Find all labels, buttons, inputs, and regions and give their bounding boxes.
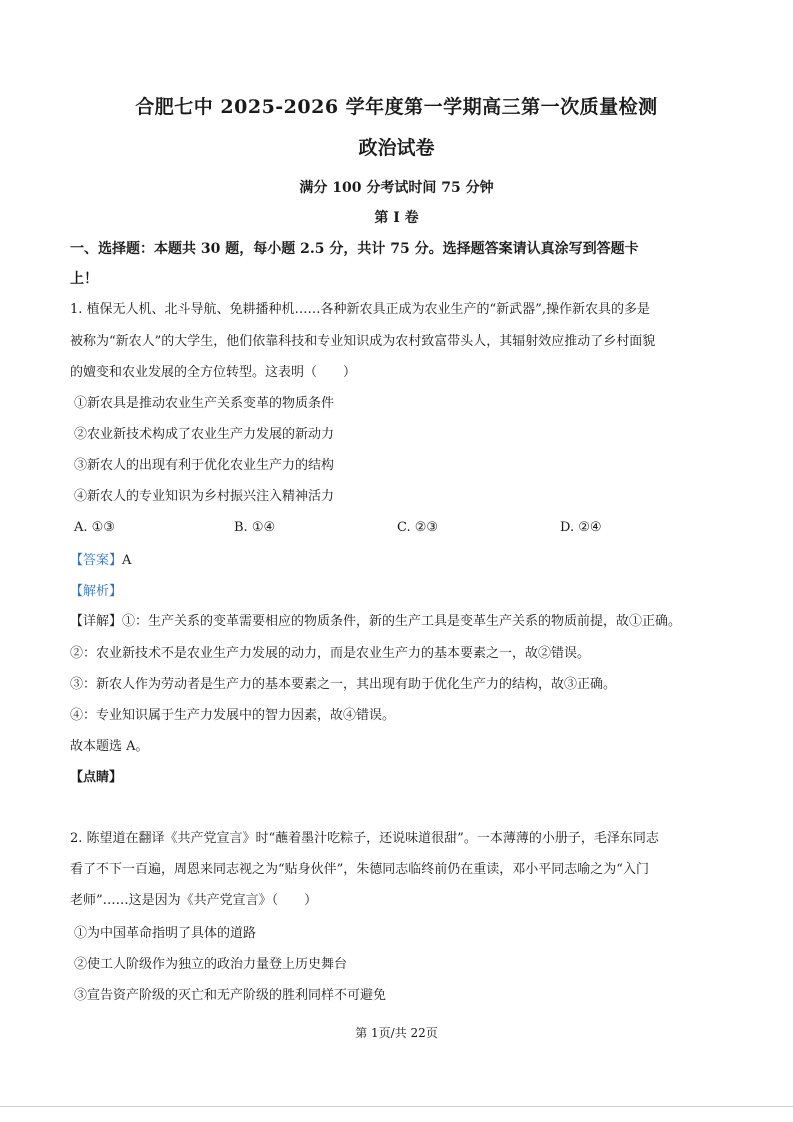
q2-stem-line: 看了不下一百遍，周恩来同志视之为“贴身伙伴”，朱德同志临终前仍在重读，邓小平同志喻之为“入门 xyxy=(70,862,649,877)
answer-tag: 【答案】 xyxy=(70,553,123,568)
q1-statement: ②农业新技术构成了农业生产力发展的新动力 xyxy=(74,427,335,442)
q1-answer xyxy=(70,551,131,571)
q1-analysis xyxy=(70,582,122,602)
q1-options xyxy=(74,520,734,540)
answer-value: A xyxy=(122,553,132,568)
q1-statement: ③新农人的出现有利于优化农业生产力的结构 xyxy=(74,458,335,473)
q1-statement: ①新农具是推动农业生产关系变革的物质条件 xyxy=(74,396,335,411)
detail-text: ①：生产关系的变革需要相应的物质条件，新的生产工具是变革生产关系的物质前提，故①正确。 xyxy=(122,614,682,629)
exam-subject: 政治试卷 xyxy=(358,137,435,159)
q1-option-b: B. ①④ xyxy=(234,520,276,535)
q2-stem-line: 2. 陈望道在翻译《共产党宣言》时“蘸着墨汁吃粽子，还说味道很甜”。一本薄薄的小册子，毛泽东同志 xyxy=(70,831,659,846)
q1-detail-line xyxy=(70,612,681,632)
q1-detail-line: 故本题选 A。 xyxy=(70,739,149,754)
q1-stem-line: 1. 植保无人机、北斗导航、免耕播种机……各种新农具正成为农业生产的“新武器”,操作新农具的多是 xyxy=(70,302,650,317)
page-number: 第 1页/共 22页 xyxy=(355,1026,438,1040)
q1-detail-line: ②：农业新技术不是农业生产力发展的动力，而是农业生产力的基本要素之一，故②错误。 xyxy=(70,646,591,661)
q2-stem-line: 老师”……这是因为《共产党宣言》（ ） xyxy=(70,893,318,908)
analysis-tag: 【解析】 xyxy=(70,584,123,599)
q1-stem-line: 的嬗变和农业发展的全方位转型。这表明（ ） xyxy=(70,365,357,380)
section-heading-line1: 一、选择题：本题共 30 题，每小题 2.5 分，共计 75 分。选择题答案请认真涂写到答题卡 xyxy=(70,241,639,257)
q1-stem-line: 被称为“新农人”的大学生，他们依靠科技和专业知识成为农村致富带头人，其辐射效应推动了乡村面貌 xyxy=(70,334,656,349)
q1-option-d: D. ②④ xyxy=(560,520,602,535)
exam-meta: 满分 100 分考试时间 75 分钟 xyxy=(299,180,494,196)
q2-statement: ②使工人阶级作为独立的政治力量登上历史舞台 xyxy=(74,957,348,972)
q1-option-c: C. ②③ xyxy=(397,520,439,535)
volume-label: 第 I 卷 xyxy=(374,210,419,226)
q1-detail-line: ③：新农人作为劳动者是生产力的基本要素之一，其出现有助于优化生产力的结构，故③正确。 xyxy=(70,677,617,692)
exam-title: 合肥七中 2025-2026 学年度第一学期高三第一次质量检测 xyxy=(135,96,658,118)
q2-statement: ③宣告资产阶级的灭亡和无产阶级的胜利同样不可避免 xyxy=(74,988,387,1003)
detail-tag: 【详解】 xyxy=(70,614,123,629)
q1-comment-tag: 【点睛】 xyxy=(70,770,123,785)
section-heading-line2: 上！ xyxy=(70,271,98,287)
bottom-divider xyxy=(0,1106,793,1107)
q1-option-a: A. ①③ xyxy=(74,520,115,535)
q2-statement: ①为中国革命指明了具体的道路 xyxy=(74,926,257,941)
q1-detail-line: ④：专业知识属于生产力发展中的智力因素，故④错误。 xyxy=(70,708,396,723)
q1-statement: ④新农人的专业知识为乡村振兴注入精神活力 xyxy=(74,489,335,504)
